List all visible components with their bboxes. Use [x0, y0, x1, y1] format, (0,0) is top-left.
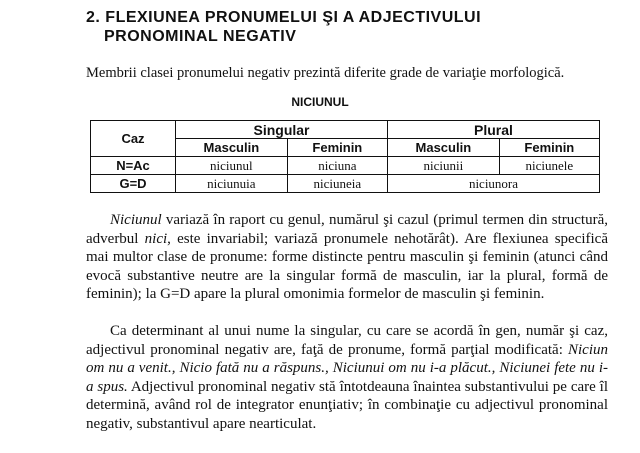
- case-label: G=D: [91, 175, 176, 193]
- term-italic: Niciunul: [110, 212, 162, 228]
- header-pl-feminin: Feminin: [499, 139, 599, 157]
- heading-line-2: PRONOMINAL NEGATIV: [104, 28, 297, 45]
- examples-italic: Niciun om nu a venit., Nicio fată nu a răspuns., Niciunui om nu i-a plăcut., Niciunei fete nu i-a spus.: [86, 341, 608, 395]
- table-cell: niciunuia: [176, 175, 288, 193]
- text-run: , este invariabil; variază pronumele nehotărât). Are flexiunea specifică mai multor clase de pronume: forme distincte pentru masculin şi feminin (atunci când evocă substantive neutre are la singular formă de masculin, iar la plural, formă de feminin); la G=D apare la plural omonimia formelor de masculin şi feminin.: [86, 230, 608, 302]
- table-cell: niciunora: [387, 175, 599, 193]
- table-cell: niciunul: [176, 157, 288, 175]
- table-title: NICIUNUL: [291, 95, 349, 109]
- case-label: N=Ac: [91, 157, 176, 175]
- paradigm-table: [90, 120, 600, 193]
- header-sg-masculin: Masculin: [176, 139, 288, 157]
- intro-sentence: Membrii clasei pronumelui negativ prezintă diferite grade de variaţie morfologică.: [86, 65, 565, 81]
- text-run: variază în raport cu genul, numărul şi cazul (primul termen din structură, adverbul: [86, 212, 608, 247]
- text-run: Ca determinant al unui nume la singular, cu care se acordă în gen, număr şi caz, adjectivul pronominal negativ are, faţă de pronume, formă parţial modificată:: [86, 323, 608, 358]
- table-cell: niciuna: [287, 157, 387, 175]
- section-heading: [86, 8, 481, 46]
- header-plural: Plural: [387, 121, 599, 139]
- term-italic: nici: [144, 230, 168, 247]
- header-singular: Singular: [176, 121, 388, 139]
- table-cell: niciunele: [499, 157, 599, 175]
- text-run: Adjectivul pronominal negativ stă întotdeauna înaintea substantivului pe care îl determină, având rol de integrator enunţiativ; în combinaţie cu adjectivul pronominal negativ, substantivul apare nearticulat.: [86, 378, 608, 432]
- table-cell: niciuneia: [287, 175, 387, 193]
- header-pl-masculin: Masculin: [387, 139, 499, 157]
- paragraph-2: [86, 322, 608, 433]
- paragraph-1: [86, 211, 608, 304]
- header-sg-feminin: Feminin: [287, 139, 387, 157]
- table-cell: niciunii: [387, 157, 499, 175]
- table-row: [91, 157, 600, 175]
- header-caz: Caz: [91, 121, 176, 157]
- heading-line-1: 2. FLEXIUNEA PRONUMELUI ŞI A ADJECTIVULUI: [86, 9, 482, 26]
- table-row: [91, 175, 600, 193]
